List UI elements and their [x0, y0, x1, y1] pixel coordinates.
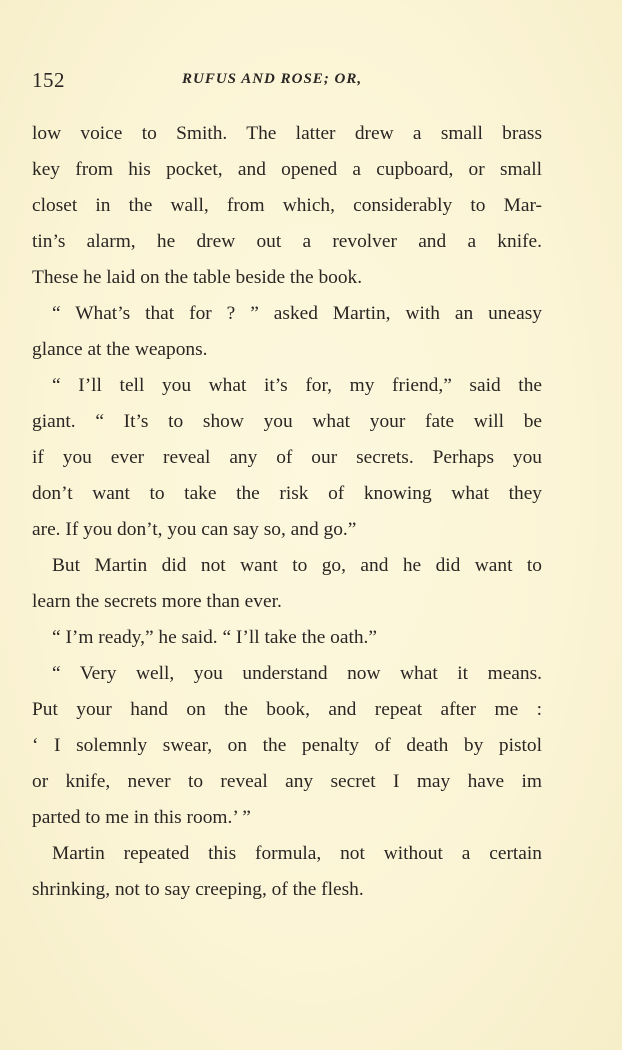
text-line: “ What’s that for ? ” asked Martin, with an uneasy: [52, 303, 542, 324]
body-text: [32, 116, 542, 908]
text-line: parted to me in this room.’ ”: [32, 807, 251, 828]
running-title: RUFUS AND ROSE; OR,: [182, 71, 363, 87]
text-line: learn the secrets more than ever.: [32, 591, 282, 612]
text-line: “ I’m ready,” he said. “ I’ll take the oath.”: [52, 627, 377, 648]
text-line: ‘ I solemnly swear, on the penalty of death by pistol: [32, 735, 542, 756]
text-line: shrinking, not to say creeping, of the flesh.: [32, 879, 364, 900]
text-line: key from his pocket, and opened a cupboard, or small: [32, 159, 542, 180]
text-line: are. If you don’t, you can say so, and go.”: [32, 519, 357, 540]
text-line: low voice to Smith. The latter drew a small brass: [32, 123, 542, 144]
text-line: glance at the weapons.: [32, 339, 208, 360]
text-line: tin’s alarm, he drew out a revolver and a knife.: [32, 231, 542, 252]
text-line: or knife, never to reveal any secret I may have im: [32, 771, 542, 792]
text-line: But Martin did not want to go, and he did want to: [52, 555, 542, 576]
text-line: “ I’ll tell you what it’s for, my friend,” said the: [52, 375, 542, 396]
text-line: Put your hand on the book, and repeat after me :: [32, 699, 542, 720]
page-header: [32, 68, 580, 96]
text-line: giant. “ It’s to show you what your fate will be: [32, 411, 542, 432]
text-line: These he laid on the table beside the book.: [32, 267, 363, 288]
text-line: “ Very well, you understand now what it means.: [52, 663, 542, 684]
text-line: don’t want to take the risk of knowing what they: [32, 483, 542, 504]
text-line: closet in the wall, from which, considerably to Mar-: [32, 195, 542, 216]
page-number: 152: [32, 68, 65, 92]
text-line: Martin repeated this formula, not without a certain: [52, 843, 542, 864]
text-line: if you ever reveal any of our secrets. Perhaps you: [32, 447, 542, 468]
